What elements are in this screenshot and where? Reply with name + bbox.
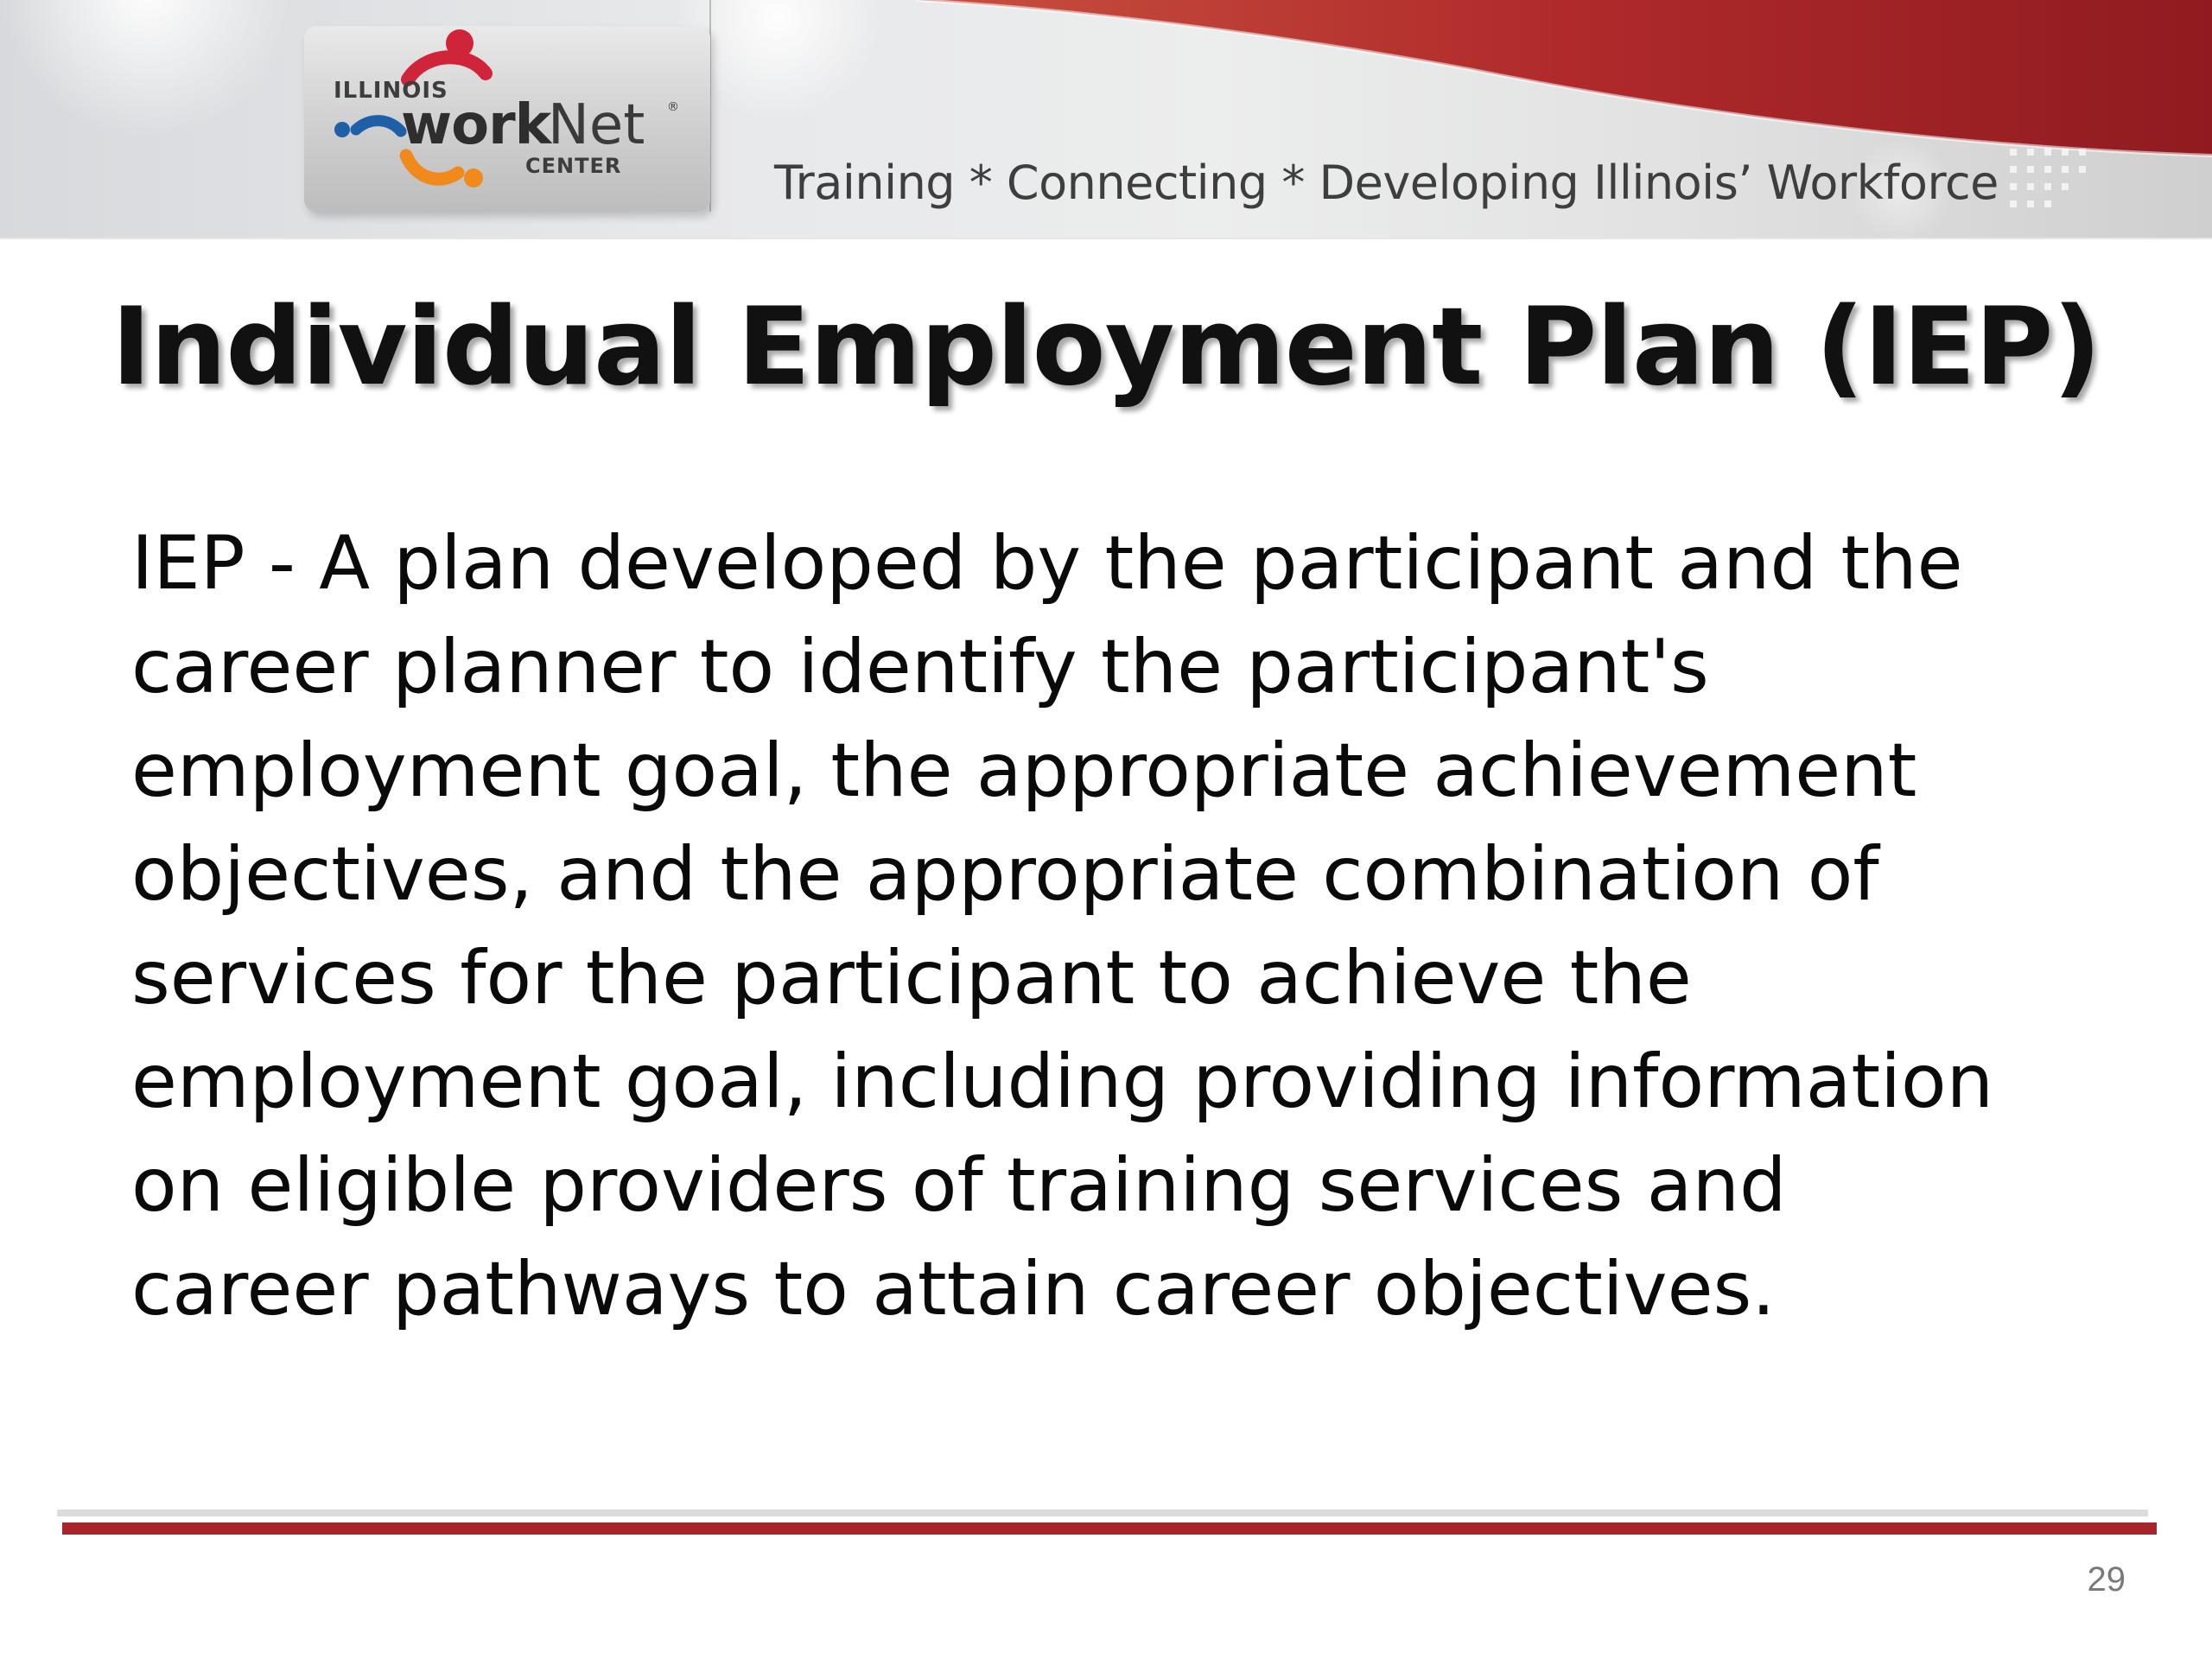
logo-center-text: CENTER xyxy=(525,154,622,178)
logo-net-text: Net xyxy=(548,93,645,157)
decorative-dot-grid-icon xyxy=(2006,145,2101,223)
slide-title: Individual Employment Plan (IEP) xyxy=(111,285,2101,410)
logo-work-text: work xyxy=(401,93,551,157)
footer-divider-grey xyxy=(57,1510,2148,1516)
worknet-logo xyxy=(304,26,710,212)
logo-illinois-text: ILLINOIS xyxy=(334,78,448,104)
logo-registered-mark: ® xyxy=(667,100,679,114)
header-banner xyxy=(0,0,2212,239)
header-tagline: Training * Connecting * Developing Illinois’ Workforce xyxy=(774,156,1999,210)
footer-divider-red xyxy=(62,1522,2157,1535)
page-number: 29 xyxy=(2087,1560,2126,1599)
slide-body-text: IEP - A plan developed by the participant and the career planner to identify the participant's employment goal, the appropriate achievement objectives, and the appropriate combination of services for the participant to achieve the employment goal, including providing information on eligible providers of training services and career pathways to attain career objectives. xyxy=(131,520,1994,1332)
